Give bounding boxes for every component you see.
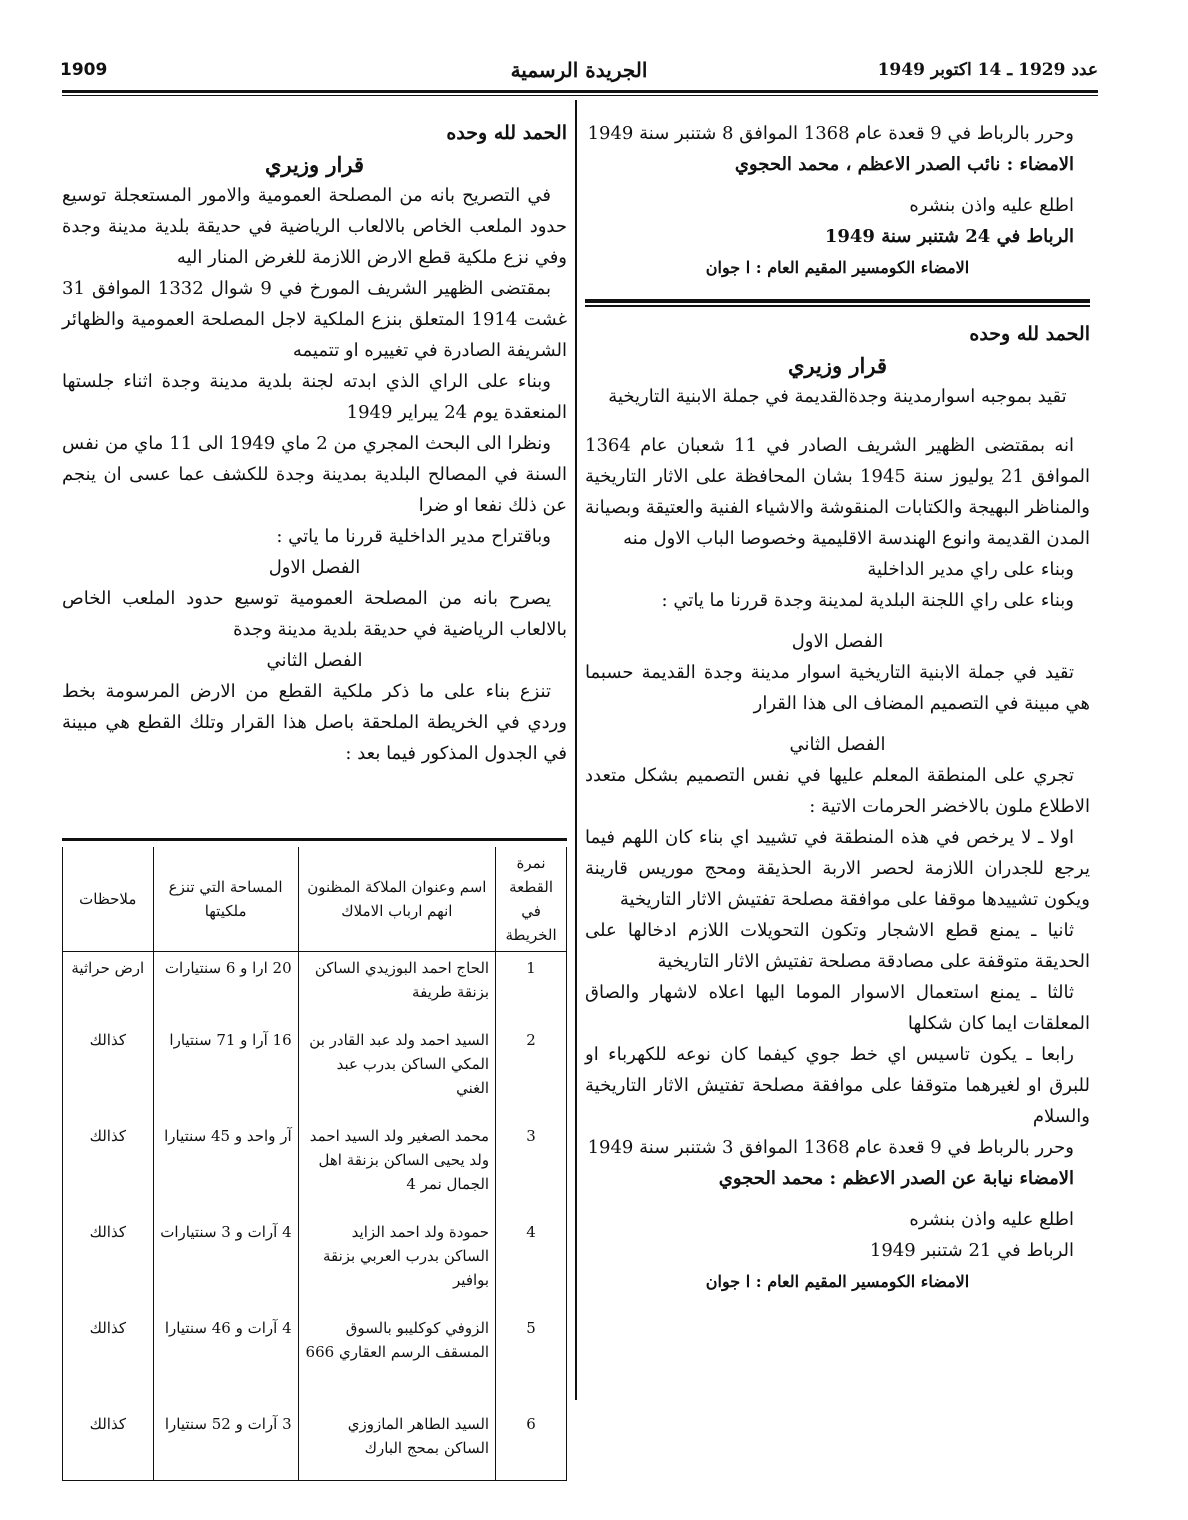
cell-owner: محمد الصغير ولد السيد احمد ولد يحيى الساكن بزنقة اهل الجمال نمر 4 [298, 1120, 495, 1216]
decree2-para2: وبناء على راي مدير الداخلية [867, 559, 1074, 580]
cell-area: 20 ارا و 6 سنتيارات [153, 952, 298, 1025]
col-header-owner: اسم وعنوان الملاكة المظنون انهم ارباب الاملاك [298, 847, 495, 952]
decree2-seen: اطلع عليه واذن بنشره [909, 1209, 1074, 1230]
decree2-chapter2-title: الفصل الثاني [789, 734, 886, 755]
running-header [60, 58, 1098, 88]
cell-notes: كذالك [63, 1120, 154, 1216]
decree2-item-fourth: رابعا ـ يكون تاسيس اي خط جوي كيفما كان نوعه للكهرباء او للبرق او لغيرهما متوقفا على موافقة مصلحة تفتيش الاثار التاريخية والسلام [585, 1044, 1090, 1127]
right-column [585, 118, 1090, 1297]
table-row [63, 1312, 567, 1408]
table-row [63, 1408, 567, 1481]
cell-owner: السيد الطاهر المازوزي الساكن بمحج البارك [298, 1408, 495, 1481]
decree2-chapter1-text: تقيد في جملة الابنية التاريخية اسوار مدينة وجدة القديمة حسبما هي مبينة في التصميم المضاف الى هذا القرار [585, 662, 1090, 714]
decree1-signature: الامضاء الكومسير المقيم العام : ا جوان [705, 258, 970, 277]
decree2-signature: الامضاء الكومسير المقيم العام : ا جوان [705, 1272, 970, 1291]
cell-notes: كذالك [63, 1408, 154, 1481]
decree2-date: الرباط في 21 شتنبر 1949 [869, 1240, 1074, 1261]
cell-number: 4 [496, 1216, 567, 1312]
table-row [63, 952, 567, 1025]
decree3-para3: وبناء على الراي الذي ابدته لجنة بلدية مدينة وجدة اثناء جلستها المنعقدة يوم 24 يبراير 1949 [62, 371, 567, 423]
decree2-heading: قرار وزيري [787, 353, 888, 378]
decree3-para4: ونظرا الى البحث المجري من 2 ماي 1949 الى 11 ماي من نفس السنة في المصالح البلدية بمدينة وجدة للكشف عما عسى ان ينجم عن ذلك نفعا او ضرا [62, 433, 567, 516]
cell-owner: السيد احمد ولد عبد القادر بن المكي الساكن بدرب عبد الغني [298, 1024, 495, 1120]
page-number: 1909 [60, 60, 108, 80]
decree3-chapter1-title: الفصل الاول [268, 557, 361, 578]
decree1-seen: اطلع عليه واذن بنشره [909, 195, 1074, 216]
decree3-invocation: الحمد لله وحده [446, 122, 567, 144]
cell-number: 3 [496, 1120, 567, 1216]
table-row [63, 1024, 567, 1120]
col-header-number: نمرة القطعة في الخريطة [496, 847, 567, 952]
cell-notes: كذالك [63, 1024, 154, 1120]
left-column [62, 118, 567, 769]
col-header-notes: ملاحظات [63, 847, 154, 952]
cell-area: آر واحد و 45 سنتيارا [153, 1120, 298, 1216]
cell-area: 3 آرات و 52 سنتيارا [153, 1408, 298, 1481]
decree3-heading: قرار وزيري [264, 152, 365, 177]
decree2-item-third: ثالثا ـ يمنع استعمال الاسوار الموما اليها اعلاه لاشهار والصاق المعلقات ايما كان شكلها [585, 982, 1090, 1034]
decree2-signed: الامضاء نيابة عن الصدر الاعظم : محمد الحجوي [718, 1168, 1074, 1189]
decree3-para5: وباقتراح مدير الداخلية قررنا ما ياتي : [276, 526, 551, 547]
issue-info: عدد 1929 ـ 14 اكتوبر 1949 [877, 60, 1098, 80]
cell-area: 4 آرات و 3 سنتيارات [153, 1216, 298, 1312]
decree1-date: الرباط في 24 شتنبر سنة 1949 [824, 226, 1074, 247]
decree2-chapter1-title: الفصل الاول [791, 631, 884, 652]
decree2-item-second: ثانيا ـ يمنع قطع الاشجار وتكون التحويلات اللازم ادخالها على الحديقة متوقفة على مصادقة مصلحة تفتيش الاثار التاريخية [585, 920, 1090, 972]
cell-number: 6 [496, 1408, 567, 1481]
decree3-chapter1-text: يصرح بانه من المصلحة العمومية توسيع حدود الملعب الخاص بالالعاب الرياضية في حديقة بلدية مدينة وجدة [62, 588, 567, 640]
column-divider [575, 100, 577, 1400]
table-row [63, 1216, 567, 1312]
expropriation-table-wrap [62, 838, 567, 1481]
table-top-rule [62, 838, 567, 841]
decree3-chapter2-title: الفصل الثاني [266, 650, 363, 671]
cell-area: 16 آرا و 71 سنتيارا [153, 1024, 298, 1120]
cell-number: 2 [496, 1024, 567, 1120]
cell-notes: كذالك [63, 1312, 154, 1408]
cell-owner: الزوفي كوكليبو بالسوق المسقف الرسم العقاري 666 [298, 1312, 495, 1408]
decree2-written: وحرر بالرباط في 9 قعدة عام 1368 الموافق 3 شتنبر سنة 1949 [587, 1137, 1074, 1158]
cell-notes: كذالك [63, 1216, 154, 1312]
decree1-written: وحرر بالرباط في 9 قعدة عام 1368 الموافق 8 شتنبر سنة 1949 [587, 123, 1074, 144]
expropriation-table [62, 847, 567, 1481]
cell-owner: حمودة ولد احمد الزايد الساكن بدرب العربي بزنقة بوافير [298, 1216, 495, 1312]
decree3-chapter2-text: تنزع بناء على ما ذكر ملكية القطع من الارض المرسومة بخط وردي في الخريطة الملحقة باصل هذا القرار وتلك القطع هي مبينة في الجدول المذكور فيما بعد : [62, 681, 567, 764]
table-header-row [63, 847, 567, 952]
decree2-subject: تقيد بموجبه اسوارمدينة وجدةالقديمة في جملة الابنية التاريخية [608, 386, 1067, 407]
col-header-area: المساحة التي تنزع ملكيتها [153, 847, 298, 952]
decree2-para3: وبناء على راي اللجنة البلدية لمدينة وجدة قررنا ما ياتي : [661, 590, 1074, 611]
header-rule [62, 90, 1098, 96]
decree-separator [585, 299, 1090, 307]
cell-number: 1 [496, 952, 567, 1025]
decree1-signed: الامضاء : نائب الصدر الاعظم ، محمد الحجوي [734, 154, 1074, 175]
decree2-invocation: الحمد لله وحده [969, 323, 1090, 345]
decree3-para2: بمقتضى الظهير الشريف المورخ في 9 شوال 1332 الموافق 31 غشت 1914 المتعلق بنزع الملكية لاجل المصلحة العمومية والظهائر الشريفة الصادرة في تغييره او تتميمه [62, 278, 567, 361]
decree3-para1: في التصريح بانه من المصلحة العمومية والامور المستعجلة توسيع حدود الملعب الخاص بالالعاب الرياضية في حديقة بلدية مدينة وجدة وفي نزع ملكية قطع الارض اللازمة للغرض المنار اليه [62, 185, 567, 268]
cell-notes: ارض حراثية [63, 952, 154, 1025]
cell-number: 5 [496, 1312, 567, 1408]
table-row [63, 1120, 567, 1216]
decree2-chapter2-text: تجري على المنطقة المعلم عليها في نفس التصميم بشكل متعدد الاطلاع ملون بالاخضر الحرمات الاتية : [585, 765, 1090, 817]
decree2-item-first: اولا ـ لا يرخص في هذه المنطقة في تشييد اي بناء كان اللهم فيما يرجع للجدران اللازمة لحصر الاربة الحذيقة ومحج موريس قارينة ويكون تشييدها موقفا على موافقة مصلحة تفتيش الاثار التاريخية [585, 827, 1090, 910]
cell-owner: الحاج احمد البوزيدي الساكن بزنقة طريفة [298, 952, 495, 1025]
gazette-title: الجريدة الرسمية [510, 58, 648, 82]
decree2-para1: انه بمقتضى الظهير الشريف الصادر في 11 شعبان عام 1364 الموافق 21 يوليوز سنة 1945 بشان المحافظة على الاثار التاريخية والمناظر البهيجة والكتابات المنقوشة والاشياء الفنية والعتيقة وبصيانة المدن القديمة وانوع الهندسة الاقليمية وخصوصا الباب الاول منه [585, 435, 1091, 549]
cell-area: 4 آرات و 46 سنتيارا [153, 1312, 298, 1408]
